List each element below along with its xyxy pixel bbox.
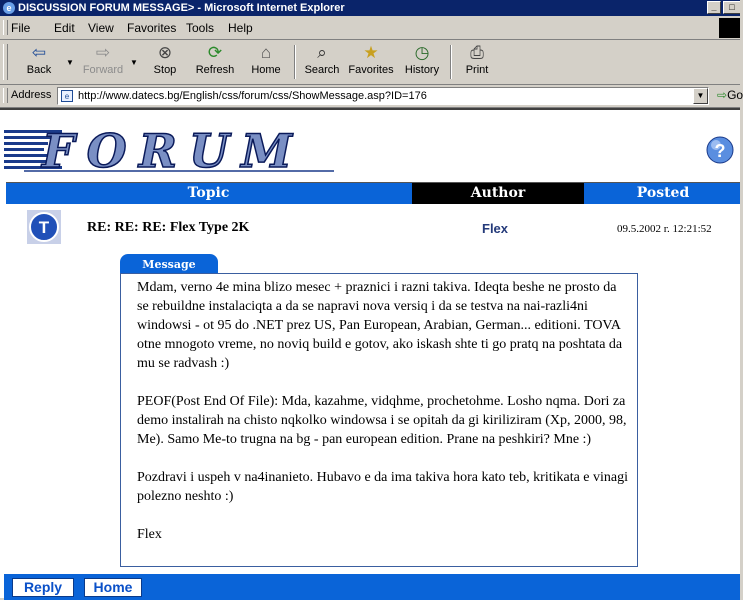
action-bar: [4, 574, 740, 600]
menubar-grip: [3, 20, 8, 35]
window-titlebar: [0, 0, 740, 16]
search-icon: ⌕: [317, 43, 327, 62]
refresh-label: Refresh: [195, 64, 235, 76]
message-paragraph: Pozdravi i uspeh v na4inanieto. Hubavo e da ima takiva hora kato teb, kritikata e vinagi polezno neshto :): [137, 470, 629, 504]
post-author[interactable]: Flex: [482, 221, 509, 236]
go-arrow-icon: ⇨: [717, 88, 728, 102]
forward-label: Forward: [82, 64, 124, 76]
logo-text: FORUM: [42, 124, 304, 178]
refresh-icon: ⟳: [207, 43, 223, 62]
message-signature: Flex: [137, 527, 162, 542]
message-tab-label: Message: [120, 254, 218, 274]
forward-dropdown-icon[interactable]: ▼: [130, 58, 138, 67]
message-paragraph: Mdam, verno 4e mina blizo mesec + praznici i razni takiva. Ideqta beshe ne prosto da se rebuildne instalaciqta a da se napravi nova versiq i da se testva na nai-razli4ni windowsi - ot 95 do .NET prez US, Pan European, Arabian, German... editioni. TOVA otne mnogoto vreme, no noviq build e gotov, ako iskash shte ti go pratq na poshtata da mu se radvash :): [137, 280, 623, 371]
go-label: Go: [727, 88, 743, 102]
toolbar-grip: [3, 44, 8, 80]
ie-logo-icon: e: [3, 2, 15, 14]
stop-icon: ⊗: [157, 43, 173, 62]
avatar: [27, 210, 61, 244]
standard-toolbar: [0, 40, 740, 85]
forward-arrow-icon: ⇨: [95, 43, 111, 62]
help-question-icon[interactable]: [705, 136, 735, 166]
forward-button[interactable]: [80, 43, 126, 81]
message-paragraph: PEOF(Post End Of File): Mda, kazahme, vidqhme, prochetohme. Losho nqma. Dori za demo instalirah na chisto nqkolko windowsa i se opitah da gi kiriliziram (Xp, 2000, 98, Me). Samo Me-to trugna na bg - pan european edition. Prane na peshkiri? Mne :): [137, 394, 627, 447]
toolbar-separator: [294, 45, 296, 79]
address-url[interactable]: http://www.datecs.bg/English/css/forum/css/ShowMessage.asp?ID=176: [78, 90, 427, 102]
author-column-header: Author: [412, 183, 584, 204]
back-arrow-icon: ⇦: [31, 43, 47, 62]
home-toolbar-button[interactable]: [247, 43, 285, 81]
history-label: History: [404, 64, 440, 76]
back-label: Back: [26, 64, 52, 76]
topic-table-header: [6, 182, 740, 204]
maximize-button[interactable]: □: [723, 1, 740, 14]
minimize-button[interactable]: _: [707, 1, 721, 14]
history-clock-icon: ◷: [414, 43, 430, 62]
address-bar: [0, 85, 743, 108]
printer-icon: ⎙: [470, 43, 484, 62]
menu-help[interactable]: Help: [228, 21, 253, 35]
menu-edit[interactable]: Edit: [54, 21, 75, 35]
print-button[interactable]: [460, 43, 494, 81]
home-button[interactable]: Home: [84, 578, 142, 597]
message-body: [120, 273, 638, 567]
back-button[interactable]: [20, 43, 58, 81]
search-button[interactable]: [301, 43, 343, 81]
menu-view[interactable]: View: [88, 21, 114, 35]
favorites-button[interactable]: [346, 43, 396, 81]
stop-label: Stop: [153, 64, 177, 76]
reply-button[interactable]: Reply: [12, 578, 74, 597]
post-date: 09.5.2002 г. 12:21:52: [617, 223, 712, 235]
print-label: Print: [465, 64, 489, 76]
house-icon: ⌂: [260, 43, 272, 62]
go-button[interactable]: [717, 88, 743, 102]
search-label: Search: [304, 64, 340, 76]
address-label: Address: [11, 89, 52, 101]
post-subject: RE: RE: RE: Flex Type 2K: [87, 220, 250, 235]
address-input[interactable]: [57, 87, 709, 105]
menu-bar: [0, 17, 740, 40]
favorites-label: Favorites: [348, 64, 394, 76]
forum-logo: [4, 122, 334, 180]
avatar-letter: T: [38, 218, 50, 237]
menu-file[interactable]: File: [11, 21, 31, 35]
menu-favorites[interactable]: Favorites: [127, 21, 177, 35]
addressbar-grip: [3, 88, 8, 103]
home-label: Home: [251, 64, 281, 76]
window-title: DISCUSSION FORUM MESSAGE> - Microsoft Internet Explorer: [18, 2, 345, 14]
refresh-button[interactable]: [193, 43, 237, 81]
page-icon: e: [61, 90, 73, 102]
page-content: [0, 108, 740, 598]
address-dropdown-icon[interactable]: ▼: [693, 88, 708, 104]
toolbar-separator: [450, 45, 452, 79]
topic-column-header: Topic: [187, 185, 230, 201]
back-dropdown-icon[interactable]: ▼: [66, 58, 74, 67]
favorites-folder-icon: ★: [363, 43, 379, 62]
stop-button[interactable]: [146, 43, 184, 81]
history-button[interactable]: [402, 43, 442, 81]
posted-column-header: Posted: [636, 185, 690, 201]
svg-text:?: ?: [714, 141, 726, 161]
windows-logo-icon: [719, 18, 740, 38]
menu-tools[interactable]: Tools: [186, 21, 215, 35]
